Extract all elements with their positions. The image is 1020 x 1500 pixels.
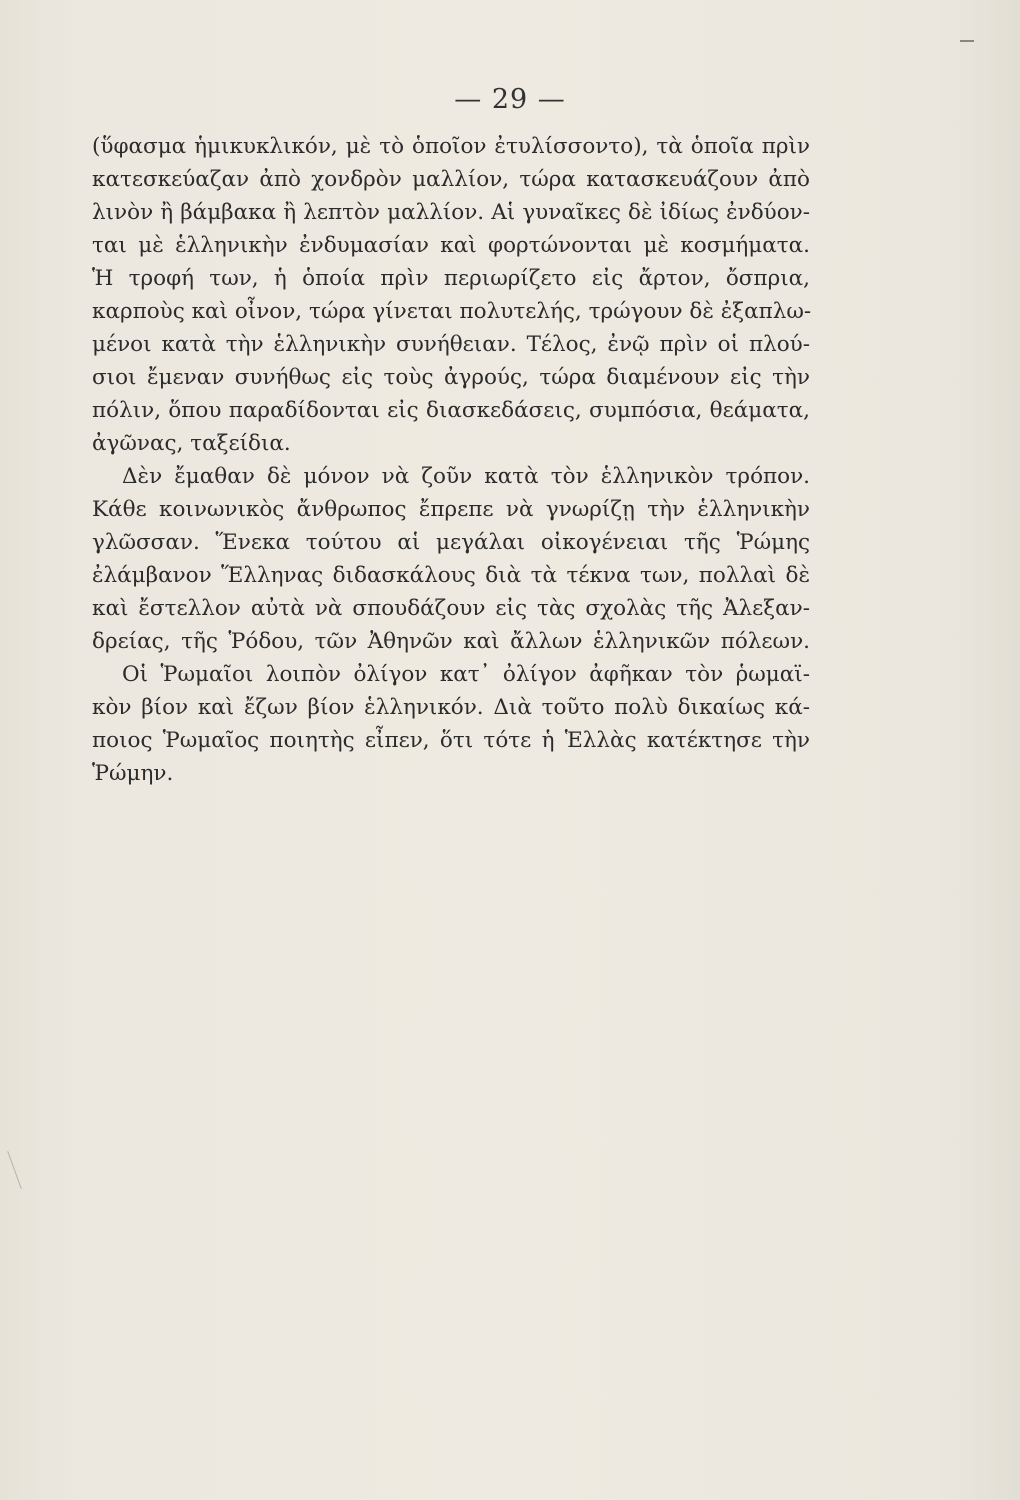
text-line: κατεσκεύαζαν ἀπὸ χονδρὸν μαλλίον, τώρα κατασκευάζουν ἀπὸ <box>92 167 810 192</box>
text-line: σιοι ἔμεναν συνήθως εἰς τοὺς ἀγρούς, τώρα διαμένουν εἰς τὴν <box>92 365 810 390</box>
text-line: μένοι κατὰ τὴν ἑλληνικὴν συνήθειαν. Τέλος, ἐνῷ πρὶν οἱ πλού- <box>92 332 810 357</box>
text-line: καρποὺς καὶ οἶνον, τώρα γίνεται πολυτελής, τρώγουν δὲ ἐξαπλω- <box>92 299 812 324</box>
text-line: ἀγῶνας, ταξείδια. <box>92 431 291 456</box>
text-line: Ῥώμην. <box>92 761 174 786</box>
page-crease-mark <box>7 1151 22 1189</box>
text-line: λινὸν ἢ βάμβακα ἢ λεπτὸν μαλλίον. Αἱ γυναῖκες δὲ ἰδίως ἐνδύον- <box>92 200 810 225</box>
text-line: Κάθε κοινωνικὸς ἄνθρωπος ἔπρεπε νὰ γνωρίζῃ τὴν ἑλληνικὴν <box>92 497 810 522</box>
text-line: Δὲν ἔμαθαν δὲ μόνον νὰ ζοῦν κατὰ τὸν ἑλληνικὸν τρόπον. <box>122 464 810 489</box>
text-line: (ὕφασμα ἡμικυκλικόν, μὲ τὸ ὁποῖον ἐτυλίσσοντο), τὰ ὁποῖα πρὶν <box>92 134 810 159</box>
text-line: Οἱ Ῥωμαῖοι λοιπὸν ὀλίγον κατ᾽ ὀλίγον ἀφῆκαν τὸν ῥωμαϊ- <box>122 662 810 687</box>
text-line: γλῶσσαν. Ἕνεκα τούτου αἱ μεγάλαι οἰκογένειαι τῆς Ῥώμης <box>92 530 810 555</box>
text-line: ται μὲ ἑλληνικὴν ἐνδυμασίαν καὶ φορτώνονται μὲ κοσμήματα. <box>92 233 810 258</box>
text-line: καὶ ἔστελλον αὐτὰ νὰ σπουδάζουν εἰς τὰς σχολὰς τῆς Ἀλεξαν- <box>92 596 810 621</box>
page-edge-mark <box>960 40 974 42</box>
text-line: κὸν βίον καὶ ἔζων βίον ἑλληνικόν. Διὰ τοῦτο πολὺ δικαίως κά- <box>92 695 810 720</box>
page-number: — 29 — <box>454 84 566 115</box>
text-line: Ἡ τροφή των, ἡ ὁποία πρὶν περιωρίζετο εἰς ἄρτον, ὄσπρια, <box>92 266 810 291</box>
text-line: ποιος Ῥωμαῖος ποιητὴς εἶπεν, ὅτι τότε ἡ Ἑλλὰς κατέκτησε τὴν <box>92 728 810 753</box>
text-line: δρείας, τῆς Ῥόδου, τῶν Ἀθηνῶν καὶ ἄλλων ἑλληνικῶν πόλεων. <box>92 629 810 654</box>
text-line: ἐλάμβανον Ἕλληνας διδασκάλους διὰ τὰ τέκνα των, πολλαὶ δὲ <box>92 563 810 588</box>
body-text <box>92 130 810 790</box>
text-line: πόλιν, ὅπου παραδίδονται εἰς διασκεδάσεις, συμπόσια, θεάματα, <box>92 398 810 423</box>
